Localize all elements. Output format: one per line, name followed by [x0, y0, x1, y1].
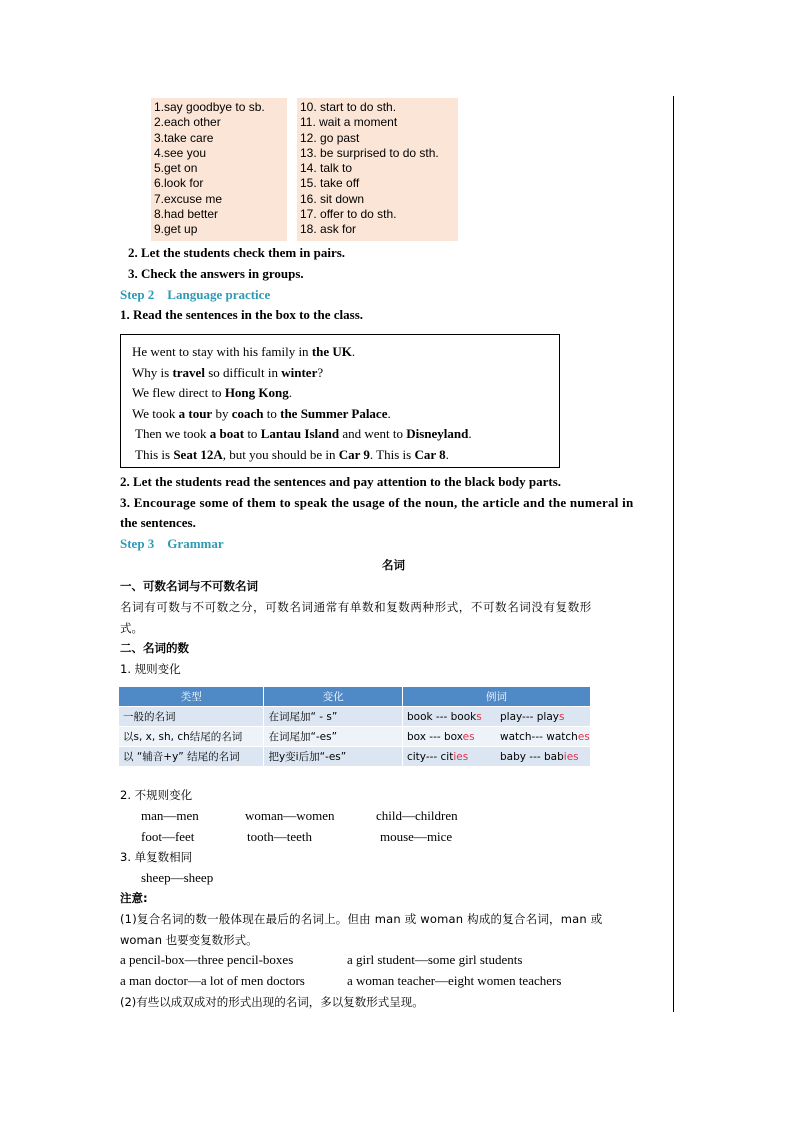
noun-type-cell: 以 “辅音+y” 结尾的名词	[119, 747, 264, 767]
irregular-child: child—children	[376, 808, 458, 823]
sentence-text: .	[387, 405, 391, 421]
bold-phrase: the UK	[311, 344, 352, 359]
sentence-text: .	[288, 385, 292, 401]
irregular-woman: woman—women	[245, 808, 335, 823]
example-suffix: s	[558, 710, 565, 723]
example-cell	[402, 727, 590, 747]
step-check-pairs: 2. Let the students check them in pairs.	[128, 245, 346, 260]
phrase-right-item: 10. start to do sth.	[300, 100, 397, 114]
bold-phrase: Hong Kong	[224, 385, 289, 401]
rule3-heading: 3. 单复数相同	[120, 850, 193, 864]
phrase-left-item: 2.each other	[154, 115, 221, 130]
change-cell: 把y变i后加“-es”	[264, 747, 403, 767]
example-cell	[402, 747, 590, 767]
sentence-text: We took	[132, 405, 179, 421]
table-row	[119, 727, 591, 747]
example-suffix: es	[462, 730, 475, 743]
example-suffix: s	[476, 710, 482, 723]
example-word	[500, 731, 590, 743]
compound-example-4: a woman teacher—eight women teachers	[347, 973, 562, 988]
phrase-box-left	[151, 98, 287, 241]
table-header-examples: 例词	[402, 687, 590, 707]
plural-rules-table	[119, 687, 591, 766]
sentence-box	[120, 334, 560, 468]
note1-line-1	[120, 911, 602, 927]
sentence-text: to	[244, 426, 261, 442]
compound-example-2: a girl student—some girl students	[347, 952, 523, 967]
note-heading: 注意:	[120, 891, 148, 905]
phrase-left-item: 6.look for	[154, 176, 204, 191]
sentence-text: , but you should be in	[222, 446, 339, 462]
sentence-line	[132, 383, 559, 404]
table-header-change: 变化	[264, 687, 403, 707]
noun-type-cell: 一般的名词	[119, 707, 264, 727]
bold-phrase: Car 9	[338, 446, 370, 462]
example-word	[500, 711, 564, 723]
section1-heading: 一、可数名词与不可数名词	[120, 579, 258, 593]
change-cell: 在词尾加“-es”	[264, 727, 403, 747]
example-stem: box --- box	[406, 730, 463, 743]
example-suffix: ies	[453, 750, 469, 763]
compound-example-3: a man doctor—a lot of men doctors	[120, 973, 305, 988]
example-word	[407, 731, 500, 743]
example-stem: baby --- bab	[499, 750, 564, 763]
sentence-line	[132, 424, 559, 445]
phrase-right-item: 17. offer to do sth.	[300, 207, 397, 222]
bold-phrase: Lantau Island	[260, 426, 340, 442]
bold-phrase: the Summer Palace	[280, 405, 388, 421]
change-cell: 在词尾加“ - s”	[264, 707, 403, 727]
encourage-line-1: 3. Encourage some of them to speak the usage of the noun, the article and the numeral in	[120, 495, 634, 510]
sentence-text: so difficult in	[204, 364, 282, 380]
sentence-text: Why is	[132, 364, 173, 380]
example-stem: play--- play	[499, 710, 559, 723]
phrase-right-item: 16. sit down	[300, 191, 365, 206]
sentence-line	[132, 363, 559, 384]
example-stem: watch--- watch	[499, 730, 578, 743]
sentence-text: ?	[317, 364, 324, 380]
phrase-box-right	[297, 98, 458, 241]
same-form-example: sheep—sheep	[141, 870, 214, 885]
bold-phrase: winter	[281, 364, 318, 380]
irregular-foot: foot—feet	[141, 829, 195, 844]
section2-heading: 二、名词的数	[120, 641, 189, 655]
phrase-left-item: 1.say goodbye to sb.	[154, 100, 265, 114]
irregular-mouse: mouse—mice	[380, 829, 453, 844]
irregular-man: man—men	[141, 808, 199, 823]
example-stem: book --- book	[406, 710, 477, 723]
sentence-text: This is	[132, 446, 174, 462]
bold-phrase: Car 8	[414, 446, 446, 462]
sentence-text: to	[263, 405, 281, 421]
compound-example-1: a pencil-box—three pencil-boxes	[120, 952, 294, 967]
table-row	[119, 707, 591, 727]
example-cell	[402, 707, 590, 727]
example-suffix: ies	[563, 750, 579, 763]
example-suffix: es	[577, 730, 590, 743]
let-students-read: 2. Let the students read the sentences and pay attention to the black body parts.	[120, 474, 562, 489]
sentence-text: We flew direct to	[132, 385, 225, 401]
read-instruction: 1. Read the sentences in the box to the class.	[120, 307, 364, 322]
section1-text-2: 式。	[120, 621, 143, 635]
rule1-heading: 1. 规则变化	[120, 662, 181, 676]
phrase-left-item: 3.take care	[154, 130, 214, 145]
rule2-heading: 2. 不规则变化	[120, 788, 193, 802]
noun-type-cell: 以s, x, sh, ch结尾的名词	[119, 727, 264, 747]
sentence-text: .	[445, 446, 449, 462]
grammar-title: 名词	[382, 558, 405, 572]
section1-text-1: 名词有可数与不可数之分，可数名词通常有单数和复数两种形式，不可数名词没有复数形	[120, 600, 592, 614]
phrase-left-item: 7.excuse me	[154, 191, 223, 206]
note1-text: (1)复合名词的数一般体现在最后的名词上。但由 man 或 woman 构成的复合名词，man 或	[120, 912, 603, 926]
sentence-text: Then we took	[132, 426, 210, 442]
table-header-type: 类型	[119, 687, 264, 707]
sentence-text: .	[351, 344, 356, 359]
table-border-line	[673, 96, 674, 1012]
sentence-text: and went to	[339, 426, 407, 442]
phrase-right-item: 13. be surprised to do sth.	[300, 145, 439, 160]
sentence-text: . This is	[369, 446, 415, 462]
phrase-right-item: 18. ask for	[300, 222, 357, 237]
phrase-left-item: 5.get on	[154, 161, 198, 176]
example-stem: city--- cit	[406, 750, 454, 763]
bold-phrase: Disneyland	[406, 426, 469, 442]
step2-heading: Step 2 Language practice	[120, 287, 271, 302]
bold-phrase: a tour	[178, 405, 213, 421]
sentence-line	[132, 445, 559, 466]
sentence-text: by	[212, 405, 232, 421]
irregular-tooth: tooth—teeth	[247, 829, 312, 844]
phrase-right-item: 14. talk to	[300, 161, 353, 176]
example-word	[407, 711, 500, 723]
bold-phrase: Seat 12A	[173, 446, 223, 462]
sentence-line	[132, 342, 559, 363]
example-word	[500, 751, 579, 763]
note2-text: (2)有些以成双成对的形式出现的名词，多以复数形式呈现。	[120, 995, 424, 1009]
bold-phrase: travel	[172, 364, 205, 380]
bold-phrase: coach	[231, 405, 264, 421]
phrase-left-item: 4.see you	[154, 145, 207, 160]
note1-text-2: woman 也要变复数形式。	[120, 933, 258, 947]
step3-heading: Step 3 Grammar	[120, 536, 224, 551]
sentence-line	[132, 404, 559, 425]
phrase-right-item: 11. wait a moment	[300, 115, 398, 130]
phrase-right-item: 12. go past	[300, 130, 360, 145]
encourage-line-2: the sentences.	[120, 515, 196, 530]
phrase-right-item: 15. take off	[300, 176, 360, 191]
sentence-text: He went to stay with his family in	[132, 344, 312, 359]
phrase-left-item: 8.had better	[154, 207, 219, 222]
phrase-left-item: 9.get up	[154, 222, 198, 237]
note1-line-2	[120, 932, 258, 948]
table-row	[119, 747, 591, 767]
bold-phrase: a boat	[209, 426, 245, 442]
step-check-groups: 3. Check the answers in groups.	[128, 266, 304, 281]
sentence-text: .	[468, 426, 472, 442]
example-word	[407, 751, 500, 763]
